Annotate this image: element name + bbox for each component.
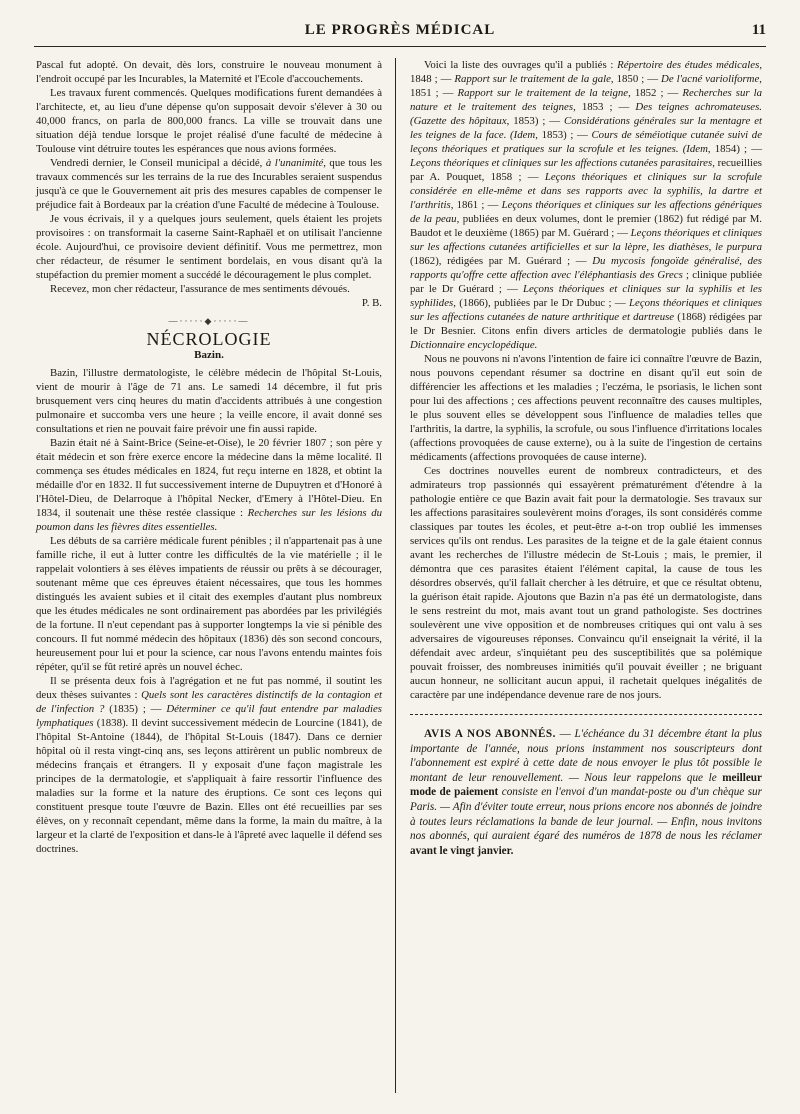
column-divider <box>395 58 396 1093</box>
subscriber-notice: AVIS A NOS ABONNÉS. — L'échéance du 31 décembre étant la plus importante de l'année, nous prions instamment nos souscripteurs dont l'abonnement est expiré à cette date de nous envoyer le plus tôt possible le montant de leur renouvellement. — Nous leur rappelons que le meilleur mode de paiement consiste en l'envoi d'un mandat-poste ou d'un chèque sur Paris. — Afin d'éviter toute erreur, nous prions encore nos abonnés de joindre à toutes leurs réclamations la bande de leur journal. — Enfin, nous invitons nos abonnés, qui auraient égaré des numéros de 1878 de nous les réclamer avant le vingt janvier. <box>410 728 763 857</box>
page-header <box>34 20 766 47</box>
paragraph: Il se présenta deux fois à l'agrégation et ne fut pas nommé, il soutint les deux thèses suivantes : Quels sont les caractères distinctifs de la contagion et de l'infection ? (1835) ; — Déterminer ce qu'il faut entendre par maladies lymphatiques (1838). Il devint successivement médecin de Lourcine (1841), de l'hôpital St-Antoine (1844), de l'hôpital St-Louis (1847). Dans ce dernier hôpital où il resta vingt-cinq ans, ses leçons attirèrent un public nombreux de médecins français et étrangers. Il y exposait d'une façon magistrale les principes de la dermatologie, et s'appliquait à faire ressortir l'influence des maladies sur la forme et la nature des éruptions. Ce sont ces leçons qui constituent presque toute l'œuvre de Bazin. Elles ont été recueillies par ses élèves, on y reconnaît cependant, même dans la forme, la main du maître, à la largeur et la clarté de l'exposition et dans-le à l'âpreté avec laquelle il défend ses doctrines. <box>36 675 383 855</box>
paragraph: Pascal fut adopté. On devait, dès lors, construire le nouveau monument à l'endroit occupé par les Incurables, la Maternité et l'Ecole d'accouchements. <box>36 59 382 85</box>
ornament-divider: —·····◆·····— <box>168 316 250 326</box>
notice-divider <box>410 714 762 715</box>
bibliography-paragraph: Voici la liste des ouvrages qu'il a publiés : Répertoire des études médicales, 1848 ; — Rapport sur le traitement de la gale, 1850 ; — De l'acné varioliforme, 1851 ; — Rapport sur le traitement de la teigne, 1852 ; — Recherches sur la nature et le traitement des teignes, 1853 ; — Des teignes achromateuses. (Gazette des hôpitaux, 1853) ; — Considérations générales sur la mentagre et les teignes de la face. (Idem, 1853) ; — Cours de séméiotique cutanée suivi de leçons théoriques et pratiques sur la scrofule et les teignes. (Idem, 1854) ; — Leçons théoriques et cliniques sur les affections cutanées parasitaires, recueillies par A. Pouquet, 1858 ; — Leçons théoriques et cliniques sur la scrofule considérée en elle-même et dans ses rapports avec la syphilis, la dartre et l'arthritis, 1861 ; — Leçons théoriques et cliniques sur les affections génériques de la peau, publiées en deux volumes, dont le premier (1862) fut rédigé par M. Baudot et le deuxième (1865) par M. Guérard ; — Leçons théoriques et cliniques sur les affections cutanées artificielles et sur la lèpre, les diathèses, le purpura (1862), rédigées par M. Guérard ; — Du mycosis fongoïde généralisé, des rapports qu'offre cette affection avec l'éléphantiasis des Grecs ; clinique publiée par le Dr Guérard ; — Leçons théoriques et cliniques sur la syphilis et les syphilides, (1866), publiées par le Dr Dubuc ; — Leçons théoriques et cliniques sur les affections cutanées de nature arthritique et dartreuse (1868) rédigées par le Dr Besnier. Citons enfin divers articles de dermatologie publiés dans le Dictionnaire encyclopédique. <box>410 59 763 351</box>
paragraph: Les débuts de sa carrière médicale furent pénibles ; il n'appartenait pas à une famille riche, il eut à lutter contre les difficultés de la vie matérielle ; il le rappelait volontiers à ses élèves impatients de réussir ou prêts à se décourager, soutenant même que ces épreuves étaient nécessaires, que tous les hommes distingués les avaient subies et il citait des exemples d'autant plus nombreux que les études médicales ne sont ordinairement pas abordées par les privilégiés de la fortune. Il n'eut cependant pas à supporter longtemps la vie si pénible des concours. Il fut nommé médecin des hôpitaux (1836) dès son second concours, heureusement pour lui et pour la science, car nous l'avons entendu maintes fois répéter, qu'il se fût retiré après un nouvel échec. <box>36 535 382 673</box>
journal-title: LE PROGRÈS MÉDICAL <box>304 22 496 38</box>
paragraph: Ces doctrines nouvelles eurent de nombreux contradicteurs, et des admirateurs trop passionnés qui essayèrent prématurément d'étendre à la pathologie entière ce que Bazin avait fait pour la dermatologie. Ses travaux sur les affections parasitaires soulevèrent moins d'orages, ils sont considérés comme classiques par toutes les écoles, et peut-être a-t-on trop oublié les immenses services qu'ils ont rendus. Les parasites de la teigne et de la gale étaient connus avant les recherches de l'illustre médecin de St-Louis ; mais, le premier, il démontra que ces parasites étaient l'élément capital, la cause de tous les désordres observés, qu'il fallait chercher à les détruire, et que ce résultat obtenu, la guérison était rapide. Ajoutons que Bazin n'a pas été un dermatologiste, dans le sens restreint du mot, mais avant tout un grand pathologiste. Ses doctrines soulevèrent une vive opposition et de nombreuses critiques qui ont valu à ses adversaires de vigoureuses réponses. Convaincu qu'il enseignait la vérité, il la défendait avec ardeur, s'inquiétant peu des susceptibilités que sa polémique pouvait froisser, des nombreuses inimitiés qu'il pouvait éveiller ; ne briguant aucun honneur, ne sollicitant aucun appui, il rachetait quelques inégalités de caractère par une indépendance devenue rare de nos jours. <box>410 465 762 701</box>
paragraph: Je vous écrivais, il y a quelques jours seulement, quels étaient les projets provisoires : on transformait la caserne Saint-Raphaël et on utilisait l'ancienne école. Aujourd'hui, ce provisoire devient définitif. Vous me permettrez, mon cher rédacteur, de résumer le sentiment bordelais, en vous disant qu'à la stupéfaction du premier moment a succédé le découragement le plus complet. <box>36 213 382 281</box>
paragraph: Nous ne pouvons ni n'avons l'intention de faire ici connaître l'œuvre de Bazin, nous pouvons cependant résumer sa doctrine en disant qu'il eut soin de différencier les affections et les maladies ; l'eczéma, le psoriasis, le lichen sont pour lui des affections ; ces affections peuvent reconnaître des causes multiples, le plus souvent elles se développent sous l'influence de maladies telles que l'arthritis, la dartre, la syphilis, la scrofule, ou sous l'influence d'irritations locales (affections provoquées de cause externe), ou à la suite de l'ingestion de certains médicaments (affections provoquées de cause interne). <box>410 353 762 463</box>
closing-paragraph: Recevez, mon cher rédacteur, l'assurance de mes sentiments dévoués. <box>50 283 350 295</box>
paragraph: Vendredi dernier, le Conseil municipal a décidé, à l'unanimité, que tous les travaux commencés sur les terrains de la rue des Incurables seraient suspendus jusqu'à ce que le Gouvernement ait pris des mesures capables de compenser le préjudice fait à Bordeaux par la création d'une Faculté de médecine à Toulouse. <box>36 157 382 211</box>
paragraph: Bazin était né à Saint-Brice (Seine-et-Oise), le 20 février 1807 ; son père y était médecin et son frère exerce encore la médecine dans la même localité. Il commença ses études médicales en 1824, fut reçu interne en 1828, et obtint la médaille d'or en 1832. Il fut successivement interne de Dupuytren et d'Honoré à l'Hôtel-Dieu, de Delarroque à l'hôpital Necker, d'Emery à l'Hôtel-Dieu. En 1834, il soutenait une thèse restée classique : Recherches sur les lésions du poumon dans les fièvres dites essentielles. <box>36 437 382 533</box>
left-column <box>36 58 382 856</box>
signature: P. B. <box>361 297 382 309</box>
right-column <box>410 58 762 858</box>
section-title: NÉCROLOGIE <box>146 329 272 349</box>
paragraph: Les travaux furent commencés. Quelques modifications furent demandées à l'architecte, et, au lieu d'une dépense qu'on supposait devoir s'élever à 30 ou 40,000 francs, on parla de 800,000 francs. La ville se trouvait dans une situation déjà tendue lorsque le projet réalisé d'une faculté de médecine à Toulouse vint détruire toutes les espérances que nous avions formées. <box>36 87 382 155</box>
paragraph: Bazin, l'illustre dermatologiste, le célèbre médecin de l'hôpital St-Louis, vient de mourir à l'âge de 71 ans. Le samedi 14 décembre, il fut pris brusquement vers cinq heures du matin d'accidents attribués à une congestion pulmonaire et succomba vers une heure ; la veille encore, il avait donné ses consultations et rien ne pouvait faire prévoir une fin aussi rapide. <box>36 367 382 435</box>
signature-line <box>36 296 382 310</box>
page-number: 11 <box>751 22 766 38</box>
section-subtitle: Bazin. <box>194 349 224 361</box>
